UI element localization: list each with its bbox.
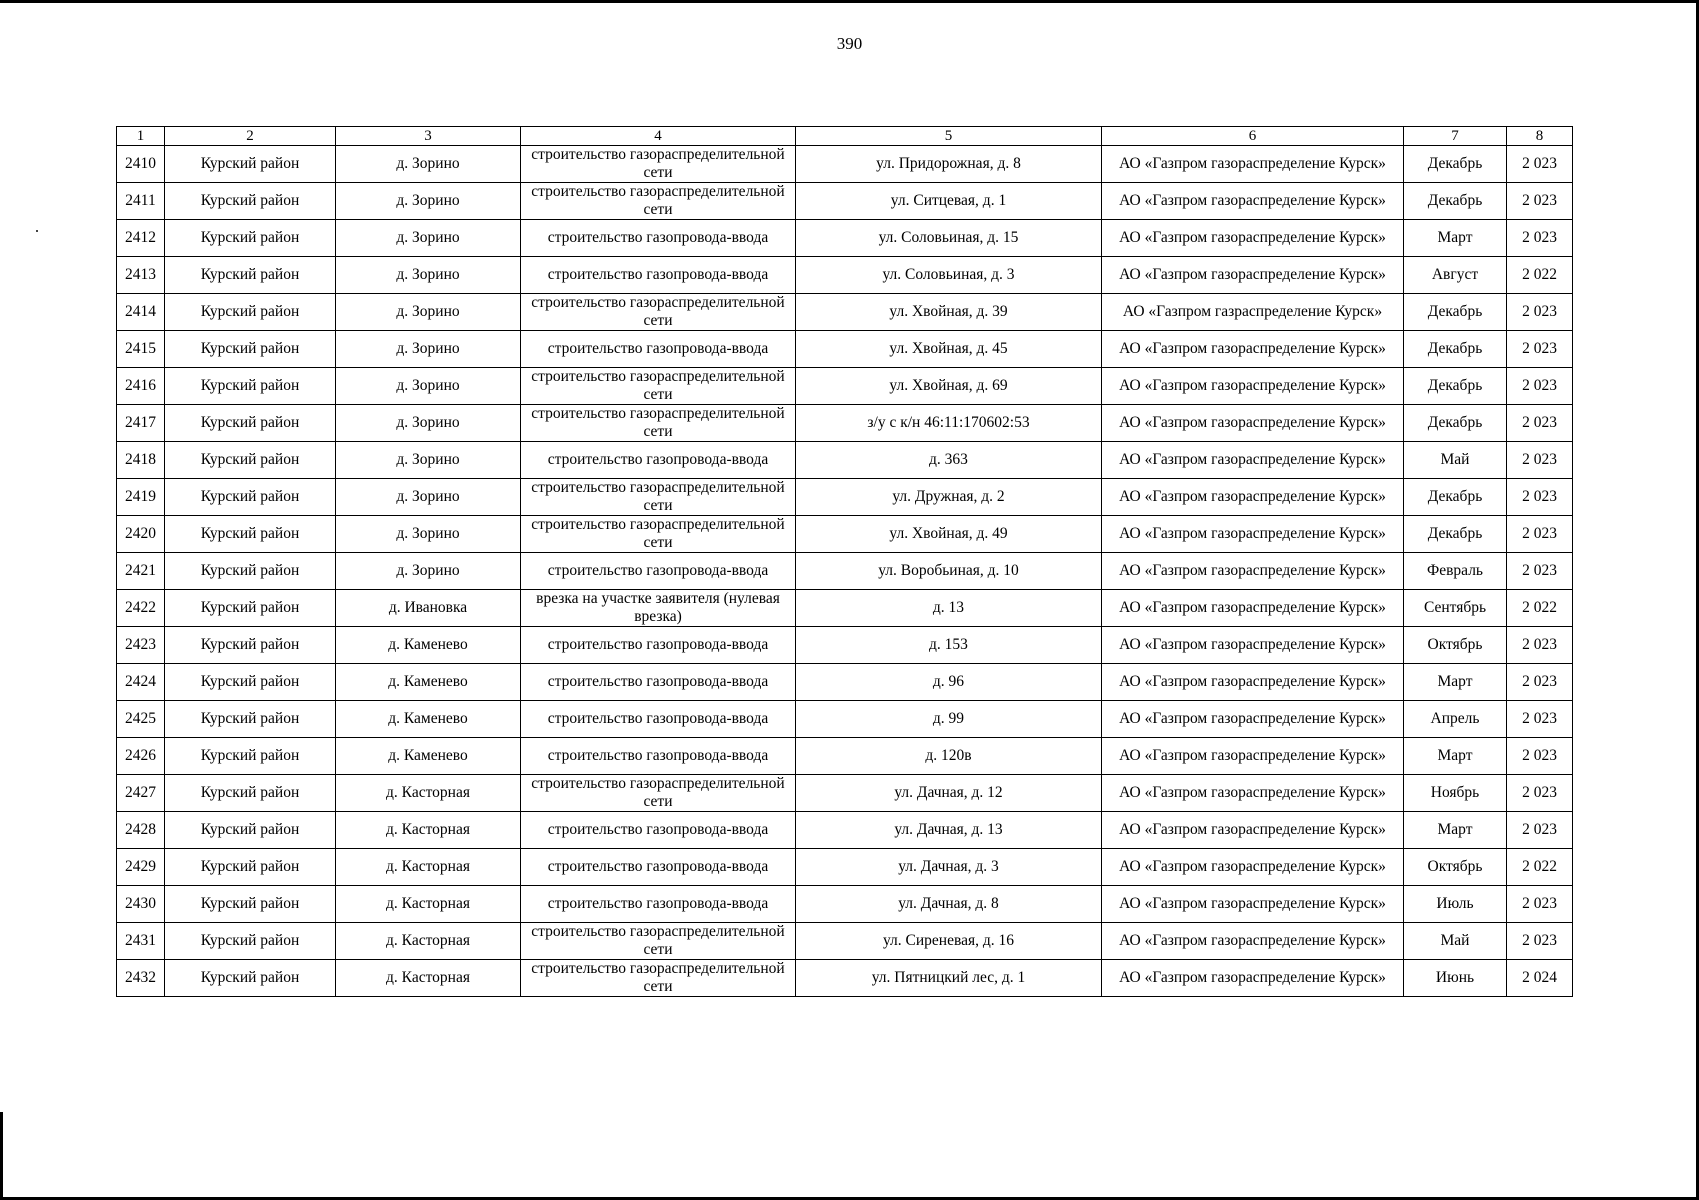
month-cell: Июнь — [1404, 960, 1507, 997]
month-cell: Февраль — [1404, 553, 1507, 590]
table-row — [117, 775, 1573, 812]
district-cell: Курский район — [165, 701, 336, 738]
row-number-cell: 2413 — [117, 257, 165, 294]
year-cell: 2 023 — [1507, 405, 1573, 442]
year-cell: 2 022 — [1507, 590, 1573, 627]
organization-cell: АО «Газпром газораспределение Курск» — [1102, 368, 1404, 405]
work-type-cell: строительство газораспределительной сети — [521, 960, 796, 997]
settlement-cell: д. Касторная — [336, 812, 521, 849]
district-cell: Курский район — [165, 368, 336, 405]
district-cell: Курский район — [165, 331, 336, 368]
work-type-cell: врезка на участке заявителя (нулевая врезка) — [521, 590, 796, 627]
row-number-cell: 2416 — [117, 368, 165, 405]
work-type-cell: строительство газораспределительной сети — [521, 479, 796, 516]
organization-cell: АО «Газпром газораспределение Курск» — [1102, 257, 1404, 294]
settlement-cell: д. Зорино — [336, 331, 521, 368]
settlement-cell: д. Касторная — [336, 886, 521, 923]
address-cell: ул. Хвойная, д. 49 — [796, 516, 1102, 553]
row-number-cell: 2418 — [117, 442, 165, 479]
table-row — [117, 849, 1573, 886]
row-number-cell: 2424 — [117, 664, 165, 701]
settlement-cell: д. Зорино — [336, 183, 521, 220]
district-cell: Курский район — [165, 627, 336, 664]
month-cell: Декабрь — [1404, 405, 1507, 442]
work-type-cell: строительство газопровода-ввода — [521, 220, 796, 257]
settlement-cell: д. Зорино — [336, 368, 521, 405]
column-header: 6 — [1102, 127, 1404, 146]
district-cell: Курский район — [165, 960, 336, 997]
work-type-cell: строительство газопровода-ввода — [521, 442, 796, 479]
district-cell: Курский район — [165, 294, 336, 331]
table-row — [117, 664, 1573, 701]
district-cell: Курский район — [165, 738, 336, 775]
year-cell: 2 023 — [1507, 923, 1573, 960]
work-type-cell: строительство газопровода-ввода — [521, 738, 796, 775]
work-type-cell: строительство газопровода-ввода — [521, 849, 796, 886]
settlement-cell: д. Зорино — [336, 479, 521, 516]
work-type-cell: строительство газопровода-ввода — [521, 886, 796, 923]
year-cell: 2 023 — [1507, 331, 1573, 368]
address-cell: з/у с к/н 46:11:170602:53 — [796, 405, 1102, 442]
column-header: 3 — [336, 127, 521, 146]
work-type-cell: строительство газопровода-ввода — [521, 331, 796, 368]
month-cell: Июль — [1404, 886, 1507, 923]
row-number-cell: 2420 — [117, 516, 165, 553]
month-cell: Декабрь — [1404, 183, 1507, 220]
year-cell: 2 023 — [1507, 812, 1573, 849]
organization-cell: АО «Газпром газораспределение Курск» — [1102, 479, 1404, 516]
month-cell: Декабрь — [1404, 479, 1507, 516]
district-cell: Курский район — [165, 146, 336, 183]
row-number-cell: 2415 — [117, 331, 165, 368]
organization-cell: АО «Газпром газораспределение Курск» — [1102, 183, 1404, 220]
district-cell: Курский район — [165, 183, 336, 220]
district-cell: Курский район — [165, 479, 336, 516]
year-cell: 2 022 — [1507, 257, 1573, 294]
year-cell: 2 023 — [1507, 738, 1573, 775]
organization-cell: АО «Газпром газораспределение Курск» — [1102, 220, 1404, 257]
row-number-cell: 2410 — [117, 146, 165, 183]
row-number-cell: 2429 — [117, 849, 165, 886]
table-row — [117, 886, 1573, 923]
row-number-cell: 2427 — [117, 775, 165, 812]
table-header-row — [117, 127, 1573, 146]
settlement-cell: д. Зорино — [336, 220, 521, 257]
organization-cell: АО «Газпром газораспределение Курск» — [1102, 331, 1404, 368]
column-header: 5 — [796, 127, 1102, 146]
row-number-cell: 2431 — [117, 923, 165, 960]
district-cell: Курский район — [165, 405, 336, 442]
row-number-cell: 2421 — [117, 553, 165, 590]
row-number-cell: 2428 — [117, 812, 165, 849]
month-cell: Апрель — [1404, 701, 1507, 738]
work-type-cell: строительство газораспределительной сети — [521, 146, 796, 183]
address-cell: ул. Хвойная, д. 39 — [796, 294, 1102, 331]
row-number-cell: 2411 — [117, 183, 165, 220]
month-cell: Октябрь — [1404, 627, 1507, 664]
register-table — [116, 126, 1573, 997]
organization-cell: АО «Газпром газораспределение Курск» — [1102, 590, 1404, 627]
year-cell: 2 023 — [1507, 368, 1573, 405]
work-type-cell: строительство газораспределительной сети — [521, 923, 796, 960]
month-cell: Декабрь — [1404, 516, 1507, 553]
month-cell: Март — [1404, 220, 1507, 257]
work-type-cell: строительство газопровода-ввода — [521, 664, 796, 701]
table-row — [117, 627, 1573, 664]
table-row — [117, 294, 1573, 331]
table-row — [117, 146, 1573, 183]
address-cell: д. 120в — [796, 738, 1102, 775]
work-type-cell: строительство газораспределительной сети — [521, 368, 796, 405]
address-cell: ул. Дачная, д. 3 — [796, 849, 1102, 886]
scan-speck — [36, 230, 38, 232]
settlement-cell: д. Каменево — [336, 627, 521, 664]
address-cell: ул. Дачная, д. 13 — [796, 812, 1102, 849]
table-row — [117, 516, 1573, 553]
month-cell: Ноябрь — [1404, 775, 1507, 812]
settlement-cell: д. Зорино — [336, 553, 521, 590]
district-cell: Курский район — [165, 664, 336, 701]
year-cell: 2 023 — [1507, 479, 1573, 516]
year-cell: 2 023 — [1507, 664, 1573, 701]
organization-cell: АО «Газпром газораспределение Курск» — [1102, 627, 1404, 664]
district-cell: Курский район — [165, 257, 336, 294]
settlement-cell: д. Касторная — [336, 775, 521, 812]
scan-border-left — [0, 1112, 3, 1200]
table-row — [117, 701, 1573, 738]
month-cell: Май — [1404, 442, 1507, 479]
district-cell: Курский район — [165, 553, 336, 590]
work-type-cell: строительство газопровода-ввода — [521, 701, 796, 738]
district-cell: Курский район — [165, 923, 336, 960]
table-row — [117, 405, 1573, 442]
settlement-cell: д. Ивановка — [336, 590, 521, 627]
organization-cell: АО «Газпром газораспределение Курск» — [1102, 849, 1404, 886]
settlement-cell: д. Касторная — [336, 849, 521, 886]
month-cell: Октябрь — [1404, 849, 1507, 886]
work-type-cell: строительство газораспределительной сети — [521, 516, 796, 553]
organization-cell: АО «Газпром газораспределение Курск» — [1102, 886, 1404, 923]
year-cell: 2 023 — [1507, 516, 1573, 553]
district-cell: Курский район — [165, 220, 336, 257]
row-number-cell: 2426 — [117, 738, 165, 775]
district-cell: Курский район — [165, 516, 336, 553]
district-cell: Курский район — [165, 886, 336, 923]
year-cell: 2 023 — [1507, 627, 1573, 664]
column-header: 2 — [165, 127, 336, 146]
row-number-cell: 2422 — [117, 590, 165, 627]
organization-cell: АО «Газпром газораспределение Курск» — [1102, 442, 1404, 479]
organization-cell: АО «Газпром газораспределение Курск» — [1102, 664, 1404, 701]
table-row — [117, 553, 1573, 590]
address-cell: ул. Хвойная, д. 45 — [796, 331, 1102, 368]
row-number-cell: 2414 — [117, 294, 165, 331]
row-number-cell: 2419 — [117, 479, 165, 516]
settlement-cell: д. Каменево — [336, 664, 521, 701]
row-number-cell: 2430 — [117, 886, 165, 923]
row-number-cell: 2432 — [117, 960, 165, 997]
row-number-cell: 2417 — [117, 405, 165, 442]
settlement-cell: д. Зорино — [336, 294, 521, 331]
year-cell: 2 023 — [1507, 553, 1573, 590]
address-cell: д. 153 — [796, 627, 1102, 664]
table-row — [117, 479, 1573, 516]
row-number-cell: 2425 — [117, 701, 165, 738]
month-cell: Март — [1404, 664, 1507, 701]
organization-cell: АО «Газпром газораспределение Курск» — [1102, 812, 1404, 849]
month-cell: Май — [1404, 923, 1507, 960]
month-cell: Декабрь — [1404, 331, 1507, 368]
address-cell: ул. Хвойная, д. 69 — [796, 368, 1102, 405]
year-cell: 2 022 — [1507, 849, 1573, 886]
month-cell: Декабрь — [1404, 368, 1507, 405]
organization-cell: АО «Газпром газораспределение Курск» — [1102, 923, 1404, 960]
organization-cell: АО «Газпром газораспределение Курск» — [1102, 775, 1404, 812]
year-cell: 2 023 — [1507, 220, 1573, 257]
scan-border-top — [0, 0, 1699, 3]
month-cell: Март — [1404, 812, 1507, 849]
address-cell: ул. Воробьиная, д. 10 — [796, 553, 1102, 590]
table-body — [117, 146, 1573, 997]
year-cell: 2 023 — [1507, 886, 1573, 923]
table-row — [117, 738, 1573, 775]
organization-cell: АО «Газпром газораспределение Курск» — [1102, 738, 1404, 775]
settlement-cell: д. Зорино — [336, 442, 521, 479]
address-cell: ул. Пятницкий лес, д. 1 — [796, 960, 1102, 997]
work-type-cell: строительство газораспределительной сети — [521, 183, 796, 220]
address-cell: ул. Сиреневая, д. 16 — [796, 923, 1102, 960]
settlement-cell: д. Зорино — [336, 516, 521, 553]
address-cell: д. 96 — [796, 664, 1102, 701]
year-cell: 2 023 — [1507, 701, 1573, 738]
column-header: 7 — [1404, 127, 1507, 146]
year-cell: 2 024 — [1507, 960, 1573, 997]
table-row — [117, 257, 1573, 294]
district-cell: Курский район — [165, 812, 336, 849]
column-header: 8 — [1507, 127, 1573, 146]
organization-cell: АО «Газпром газораспределение Курск» — [1102, 146, 1404, 183]
table-row — [117, 331, 1573, 368]
address-cell: д. 363 — [796, 442, 1102, 479]
district-cell: Курский район — [165, 590, 336, 627]
district-cell: Курский район — [165, 849, 336, 886]
work-type-cell: строительство газопровода-ввода — [521, 257, 796, 294]
work-type-cell: строительство газораспределительной сети — [521, 405, 796, 442]
year-cell: 2 023 — [1507, 146, 1573, 183]
year-cell: 2 023 — [1507, 294, 1573, 331]
work-type-cell: строительство газораспределительной сети — [521, 775, 796, 812]
address-cell: ул. Соловьиная, д. 3 — [796, 257, 1102, 294]
month-cell: Декабрь — [1404, 294, 1507, 331]
address-cell: ул. Дружная, д. 2 — [796, 479, 1102, 516]
year-cell: 2 023 — [1507, 775, 1573, 812]
settlement-cell: д. Зорино — [336, 257, 521, 294]
row-number-cell: 2412 — [117, 220, 165, 257]
address-cell: д. 13 — [796, 590, 1102, 627]
table-row — [117, 368, 1573, 405]
settlement-cell: д. Касторная — [336, 960, 521, 997]
table-row — [117, 960, 1573, 997]
table-row — [117, 590, 1573, 627]
settlement-cell: д. Касторная — [336, 923, 521, 960]
year-cell: 2 023 — [1507, 183, 1573, 220]
address-cell: ул. Соловьиная, д. 15 — [796, 220, 1102, 257]
address-cell: д. 99 — [796, 701, 1102, 738]
work-type-cell: строительство газопровода-ввода — [521, 553, 796, 590]
year-cell: 2 023 — [1507, 442, 1573, 479]
organization-cell: АО «Газпром газораспределение Курск» — [1102, 516, 1404, 553]
organization-cell: АО «Газпром газораспределение Курск» — [1102, 960, 1404, 997]
column-header: 4 — [521, 127, 796, 146]
settlement-cell: д. Зорино — [336, 405, 521, 442]
table-row — [117, 442, 1573, 479]
address-cell: ул. Дачная, д. 8 — [796, 886, 1102, 923]
organization-cell: АО «Газпром газораспределение Курск» — [1102, 701, 1404, 738]
settlement-cell: д. Каменево — [336, 701, 521, 738]
table-row — [117, 812, 1573, 849]
address-cell: ул. Придорожная, д. 8 — [796, 146, 1102, 183]
work-type-cell: строительство газопровода-ввода — [521, 812, 796, 849]
row-number-cell: 2423 — [117, 627, 165, 664]
address-cell: ул. Дачная, д. 12 — [796, 775, 1102, 812]
month-cell: Сентябрь — [1404, 590, 1507, 627]
settlement-cell: д. Зорино — [336, 146, 521, 183]
table-row — [117, 183, 1573, 220]
organization-cell: АО «Газпром газораспределение Курск» — [1102, 553, 1404, 590]
organization-cell: АО «Газпром газраспределение Курск» — [1102, 294, 1404, 331]
district-cell: Курский район — [165, 775, 336, 812]
month-cell: Март — [1404, 738, 1507, 775]
work-type-cell: строительство газопровода-ввода — [521, 627, 796, 664]
district-cell: Курский район — [165, 442, 336, 479]
organization-cell: АО «Газпром газораспределение Курск» — [1102, 405, 1404, 442]
column-header: 1 — [117, 127, 165, 146]
month-cell: Август — [1404, 257, 1507, 294]
settlement-cell: д. Каменево — [336, 738, 521, 775]
work-type-cell: строительство газораспределительной сети — [521, 294, 796, 331]
address-cell: ул. Ситцевая, д. 1 — [796, 183, 1102, 220]
page-number: 390 — [836, 34, 863, 53]
month-cell: Декабрь — [1404, 146, 1507, 183]
table-row — [117, 220, 1573, 257]
table-row — [117, 923, 1573, 960]
